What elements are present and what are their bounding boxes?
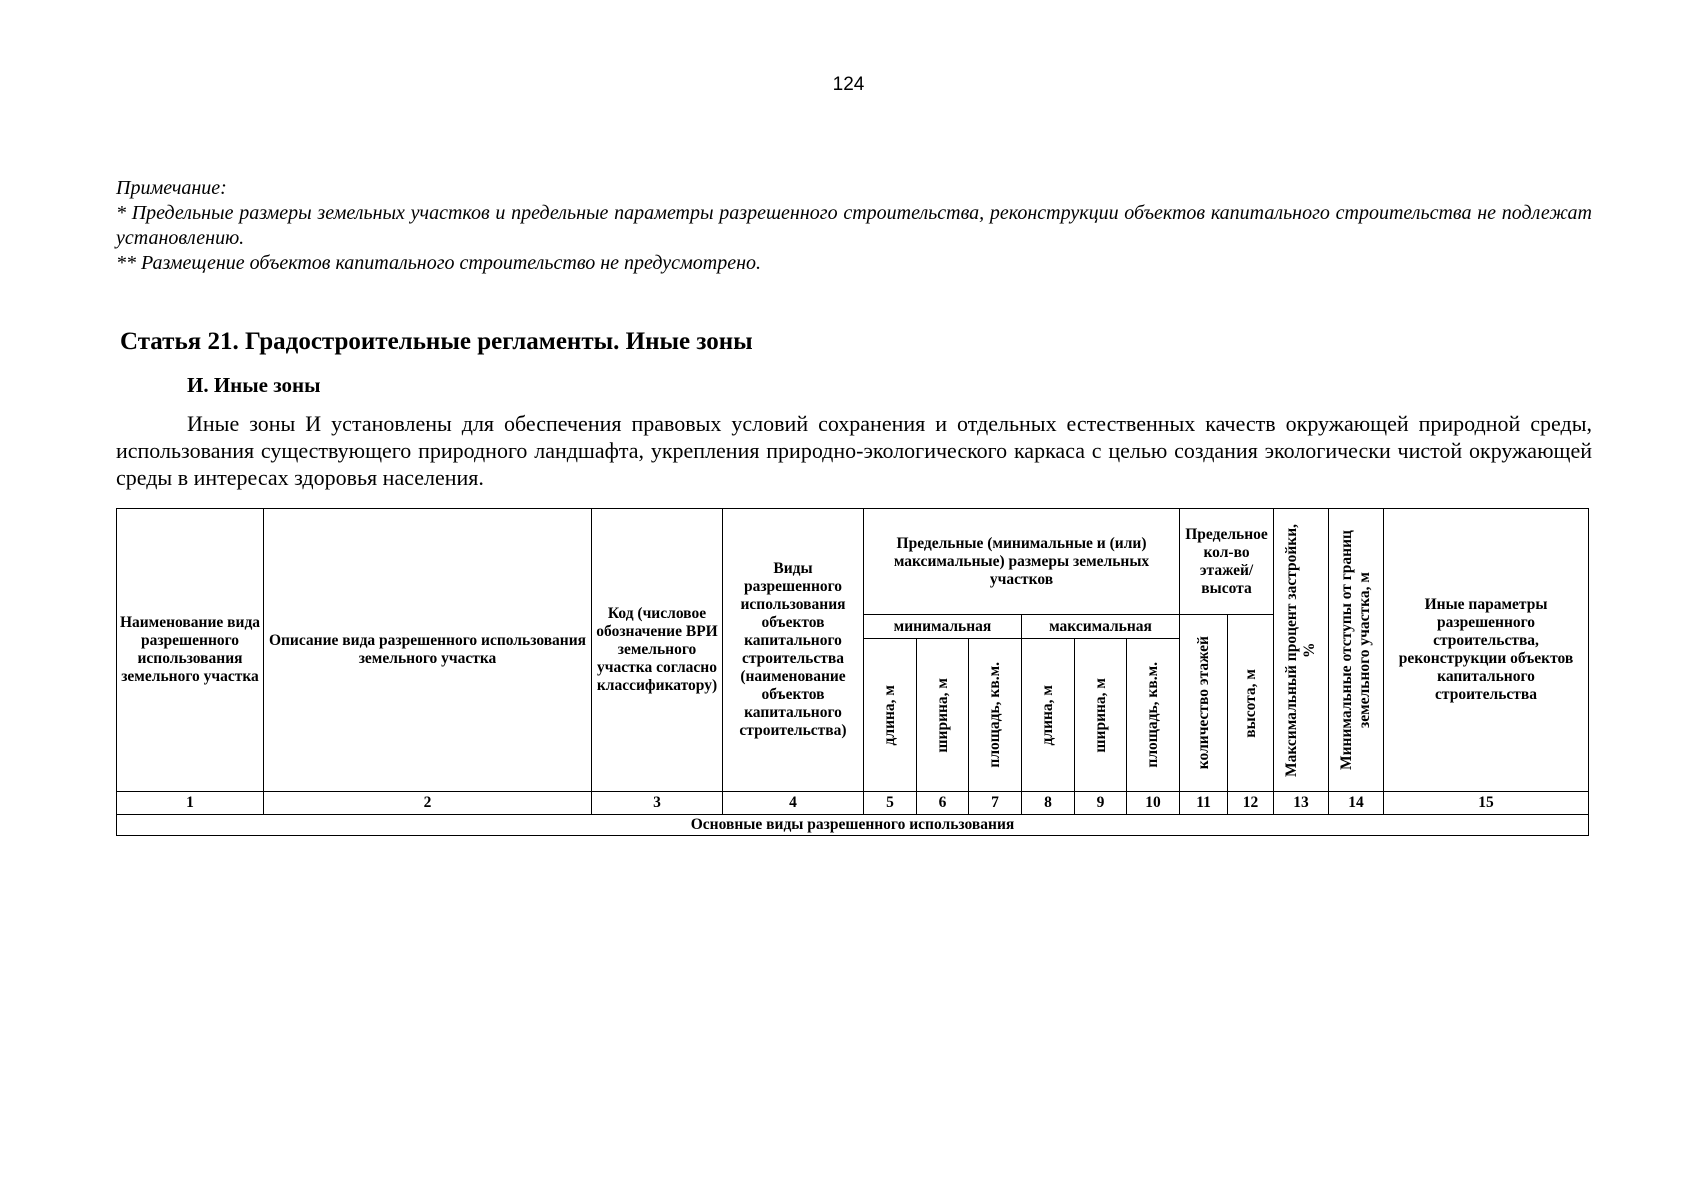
column-number: 9: [1075, 792, 1127, 815]
header-other-parameters: Иные параметры разрешенного строительства, реконструкции объектов капитального строительства: [1384, 509, 1589, 792]
article-title: Статья 21. Градостроительные регламенты. Иные зоны: [120, 328, 753, 355]
header-permitted-use-name: Наименование вида разрешенного использования земельного участка: [117, 509, 264, 792]
column-number: 2: [264, 792, 592, 815]
note-line-1: * Предельные размеры земельных участков и предельные параметры разрешенного строительства, реконструкции объектов капитального строительства не подлежат установлению.: [116, 202, 1592, 249]
column-numbers-row: [117, 792, 1589, 815]
column-number: 10: [1127, 792, 1180, 815]
header-min-length: длина, м: [864, 639, 917, 792]
regulations-table: [116, 508, 1589, 836]
column-number: 4: [723, 792, 864, 815]
column-number: 13: [1274, 792, 1329, 815]
header-floor-count: количество этажей: [1180, 615, 1228, 792]
header-floors-height-limits: Предельное кол-во этажей/ высота: [1180, 509, 1274, 615]
column-number: 15: [1384, 792, 1589, 815]
header-min-width: ширина, м: [917, 639, 969, 792]
header-max-length: длина, м: [1022, 639, 1075, 792]
header-height: высота, м: [1228, 615, 1274, 792]
header-minimum-group: минимальная: [864, 615, 1022, 639]
header-construction-use-types: Виды разрешенного использования объектов капитального строительства (наименование объектов капитального строительства): [723, 509, 864, 792]
header-vri-code: Код (числовое обозначение ВРИ земельного участка согласно классификатору): [592, 509, 723, 792]
column-number: 12: [1228, 792, 1274, 815]
header-min-area: площадь, кв.м.: [969, 639, 1022, 792]
column-number: 8: [1022, 792, 1075, 815]
column-number: 5: [864, 792, 917, 815]
header-permitted-use-description: Описание вида разрешенного использования земельного участка: [264, 509, 592, 792]
header-plot-size-limits: Предельные (минимальные и (или) максимальные) размеры земельных участков: [864, 509, 1180, 615]
header-min-setbacks: Минимальные отступы от границ земельного участка, м: [1329, 509, 1384, 792]
column-number: 3: [592, 792, 723, 815]
column-number: 14: [1329, 792, 1384, 815]
column-number: 6: [917, 792, 969, 815]
header-maximum-group: максимальная: [1022, 615, 1180, 639]
intro-paragraph: Иные зоны И установлены для обеспечения правовых условий сохранения и отдельных естественных качеств окружающей природной среды, использования существующего природного ландшафта, укрепления природно-экологического каркаса с целью создания экологически чистой окружающей среды в интересах здоровья населения.: [116, 411, 1592, 490]
notes-heading: Примечание:: [116, 177, 227, 199]
zone-title: И. Иные зоны: [187, 373, 321, 397]
header-max-building-percent: Максимальный процент застройки, %: [1274, 509, 1329, 792]
note-line-2: ** Размещение объектов капитального строительство не предусмотрено.: [116, 252, 762, 274]
section-main-permitted-uses: Основные виды разрешенного использования: [117, 815, 1589, 836]
header-max-width: ширина, м: [1075, 639, 1127, 792]
column-number: 1: [117, 792, 264, 815]
column-number: 7: [969, 792, 1022, 815]
header-max-area: площадь, кв.м.: [1127, 639, 1180, 792]
notes-block: [116, 176, 1592, 276]
column-number: 11: [1180, 792, 1228, 815]
page-number: 124: [832, 74, 865, 95]
